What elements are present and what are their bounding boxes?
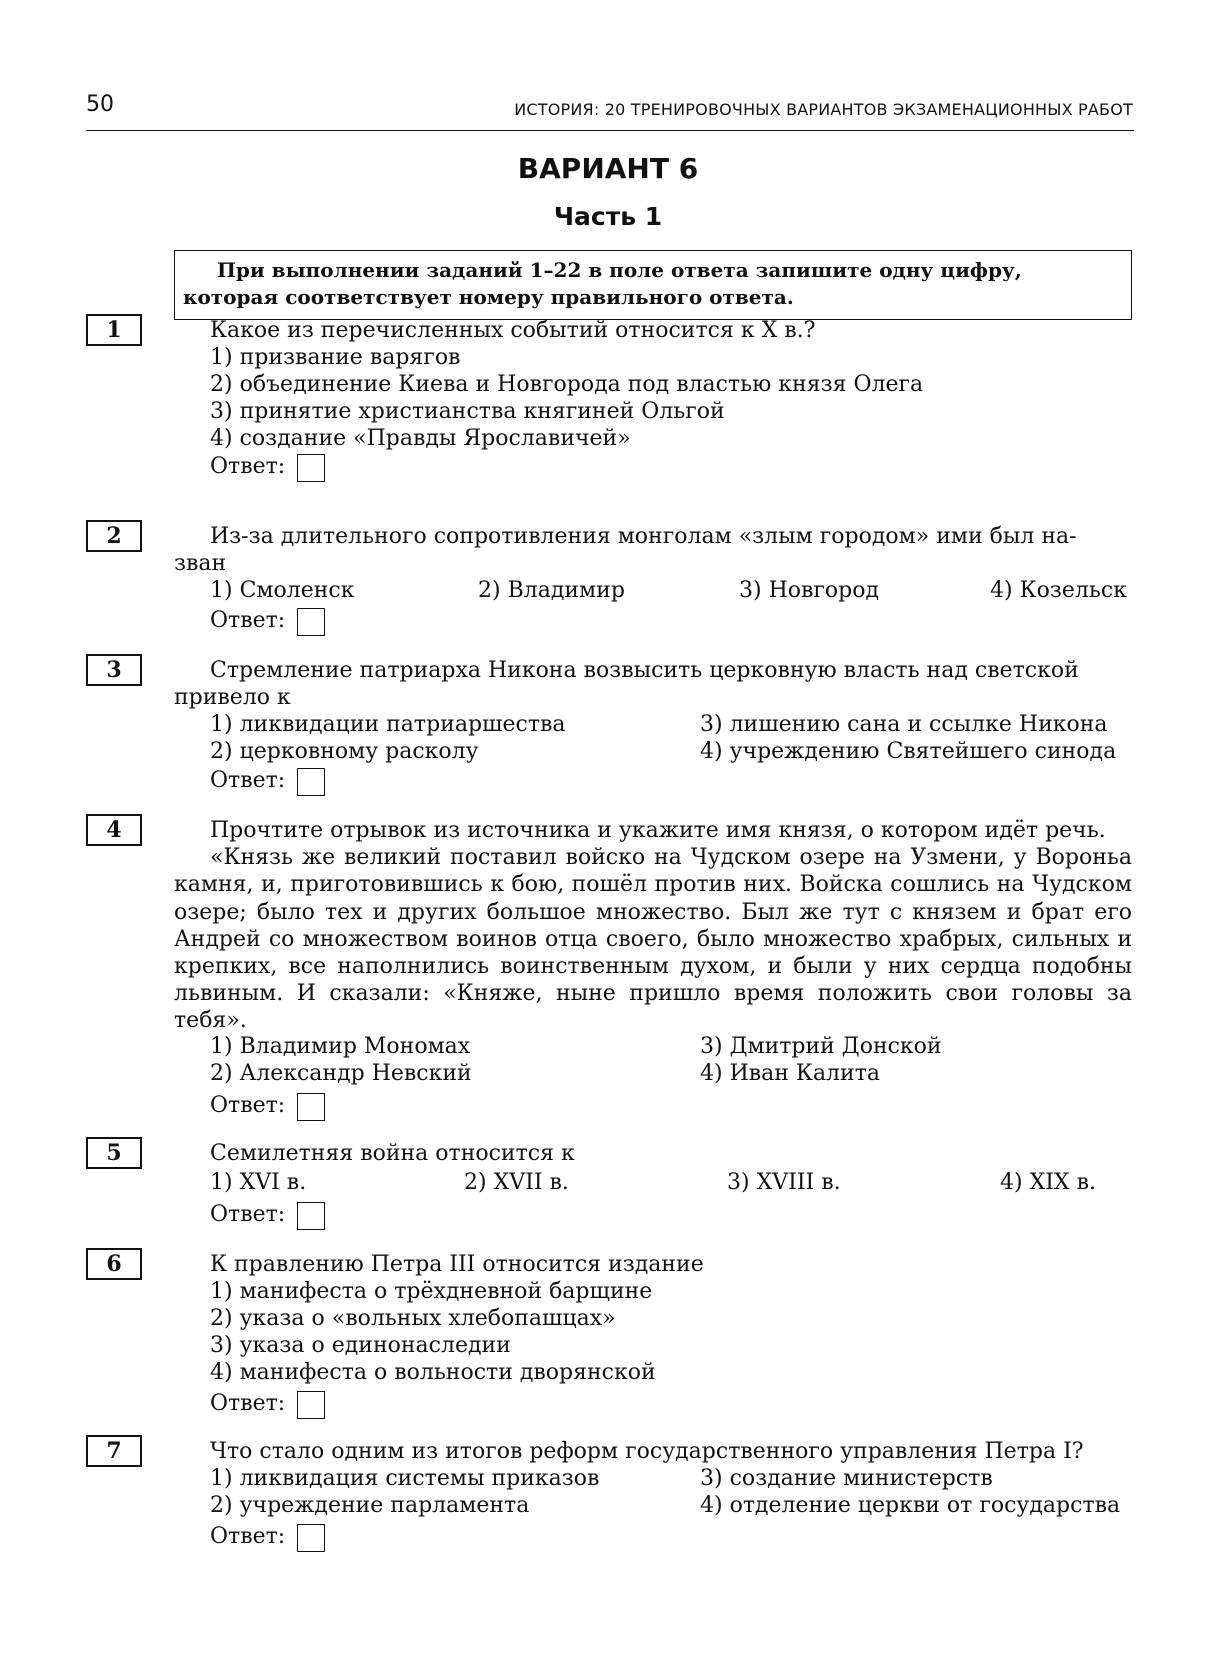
option: 3) принятие христианства княгиней Ольгой	[210, 399, 725, 424]
option: 3) указа о единонаследии	[210, 1333, 511, 1358]
option: 2) указа о «вольных хлебопашцах»	[210, 1306, 616, 1331]
option: 3) XVIII в.	[727, 1170, 841, 1195]
option: 4) Иван Калита	[700, 1061, 880, 1086]
question-text: Прочтите отрывок из источника и укажите имя князя, о котором идёт речь.	[210, 818, 1106, 843]
option: 2) церковному расколу	[210, 739, 479, 764]
option: 3) лишению сана и ссылке Никона	[700, 712, 1108, 737]
option: 2) Владимир	[478, 578, 625, 603]
answer-label: Ответ:	[210, 1391, 286, 1416]
option: 4) учреждению Святейшего синода	[700, 739, 1117, 764]
answer-box-q7[interactable]	[297, 1524, 325, 1552]
question-number-box: 2	[86, 520, 142, 552]
question-text-block	[174, 817, 1132, 1035]
option: 2) учреждение парламента	[210, 1493, 530, 1518]
answer-label: Ответ:	[210, 1202, 286, 1227]
option: 1) призвание варягов	[210, 345, 461, 370]
answer-box-q4[interactable]	[297, 1093, 325, 1121]
option: 1) ликвидация системы приказов	[210, 1466, 600, 1491]
question-text: Из-за длительного сопротивления монголам «злым городом» ими был на-	[210, 524, 1077, 549]
answer-label: Ответ:	[210, 1524, 286, 1549]
part-title: Часть 1	[553, 202, 663, 231]
question-text: Что стало одним из итогов реформ государственного управления Петра I?	[210, 1439, 1084, 1464]
option: 4) XIX в.	[1000, 1170, 1096, 1195]
answer-label: Ответ:	[210, 608, 286, 633]
option: 2) объединение Киева и Новгорода под властью князя Олега	[210, 372, 924, 397]
question-number-box: 6	[86, 1248, 142, 1280]
option: 1) Владимир Мономах	[210, 1034, 471, 1059]
option: 3) создание министерств	[700, 1466, 993, 1491]
question-number-box: 1	[86, 314, 142, 346]
instructions-line-1: При выполнении заданий 1–22 в поле ответа запишите одну цифру,	[217, 258, 1022, 282]
answer-box-q1[interactable]	[297, 454, 325, 482]
instructions-box	[174, 250, 1132, 320]
option: 4) создание «Правды Ярославичей»	[210, 426, 631, 451]
option: 4) манифеста о вольности дворянской	[210, 1360, 656, 1385]
question-text: зван	[174, 551, 227, 576]
question-text: Семилетняя война относится к	[210, 1141, 575, 1166]
running-header: ИСТОРИЯ: 20 ТРЕНИРОВОЧНЫХ ВАРИАНТОВ ЭКЗАМЕНАЦИОННЫХ РАБОТ	[514, 100, 1133, 119]
variant-title: ВАРИАНТ 6	[517, 152, 699, 185]
question-text: К правлению Петра III относится издание	[210, 1252, 704, 1277]
question-text: привело к	[174, 685, 291, 710]
answer-box-q5[interactable]	[297, 1202, 325, 1230]
answer-label: Ответ:	[210, 454, 286, 479]
answer-label: Ответ:	[210, 768, 286, 793]
header-rule	[86, 130, 1134, 131]
option: 2) XVII в.	[464, 1170, 569, 1195]
option: 1) манифеста о трёхдневной барщине	[210, 1279, 653, 1304]
page-number: 50	[86, 92, 114, 117]
answer-box-q6[interactable]	[297, 1391, 325, 1419]
option: 3) Новгород	[739, 578, 880, 603]
question-number-box: 5	[86, 1137, 142, 1169]
question-number-box: 3	[86, 654, 142, 686]
question-text: Какое из перечисленных событий относится к X в.?	[210, 318, 816, 343]
question-number-box: 4	[86, 814, 142, 846]
option: 1) XVI в.	[210, 1170, 307, 1195]
source-excerpt: «Князь же великий поставил войско на Чудском озере на Узмени, у Вороньа камня, и, приготовившись к бою, пошёл против них. Войска сошлись на Чудском озере; было тех и других большое множество. Был же тут с князем и брат его Андрей со множеством воинов отца своего, было множество храбрых, сильных и крепких, все наполнились воинственным духом, и были у них сердца подобны львиным. И сказали: «Княже, ныне пришло время положить свои головы за тебя».	[174, 845, 1132, 1034]
option: 2) Александр Невский	[210, 1061, 472, 1086]
question-number-box: 7	[86, 1435, 142, 1467]
option: 4) Козельск	[990, 578, 1127, 603]
option: 4) отделение церкви от государства	[700, 1493, 1121, 1518]
instructions-line-2: которая соответствует номеру правильного ответа.	[183, 285, 794, 309]
answer-label: Ответ:	[210, 1093, 286, 1118]
option: 1) Смоленск	[210, 578, 355, 603]
option: 3) Дмитрий Донской	[700, 1034, 942, 1059]
question-text: Стремление патриарха Никона возвысить церковную власть над светской	[210, 658, 1079, 683]
option: 1) ликвидации патриаршества	[210, 712, 566, 737]
answer-box-q3[interactable]	[297, 768, 325, 796]
answer-box-q2[interactable]	[297, 608, 325, 636]
